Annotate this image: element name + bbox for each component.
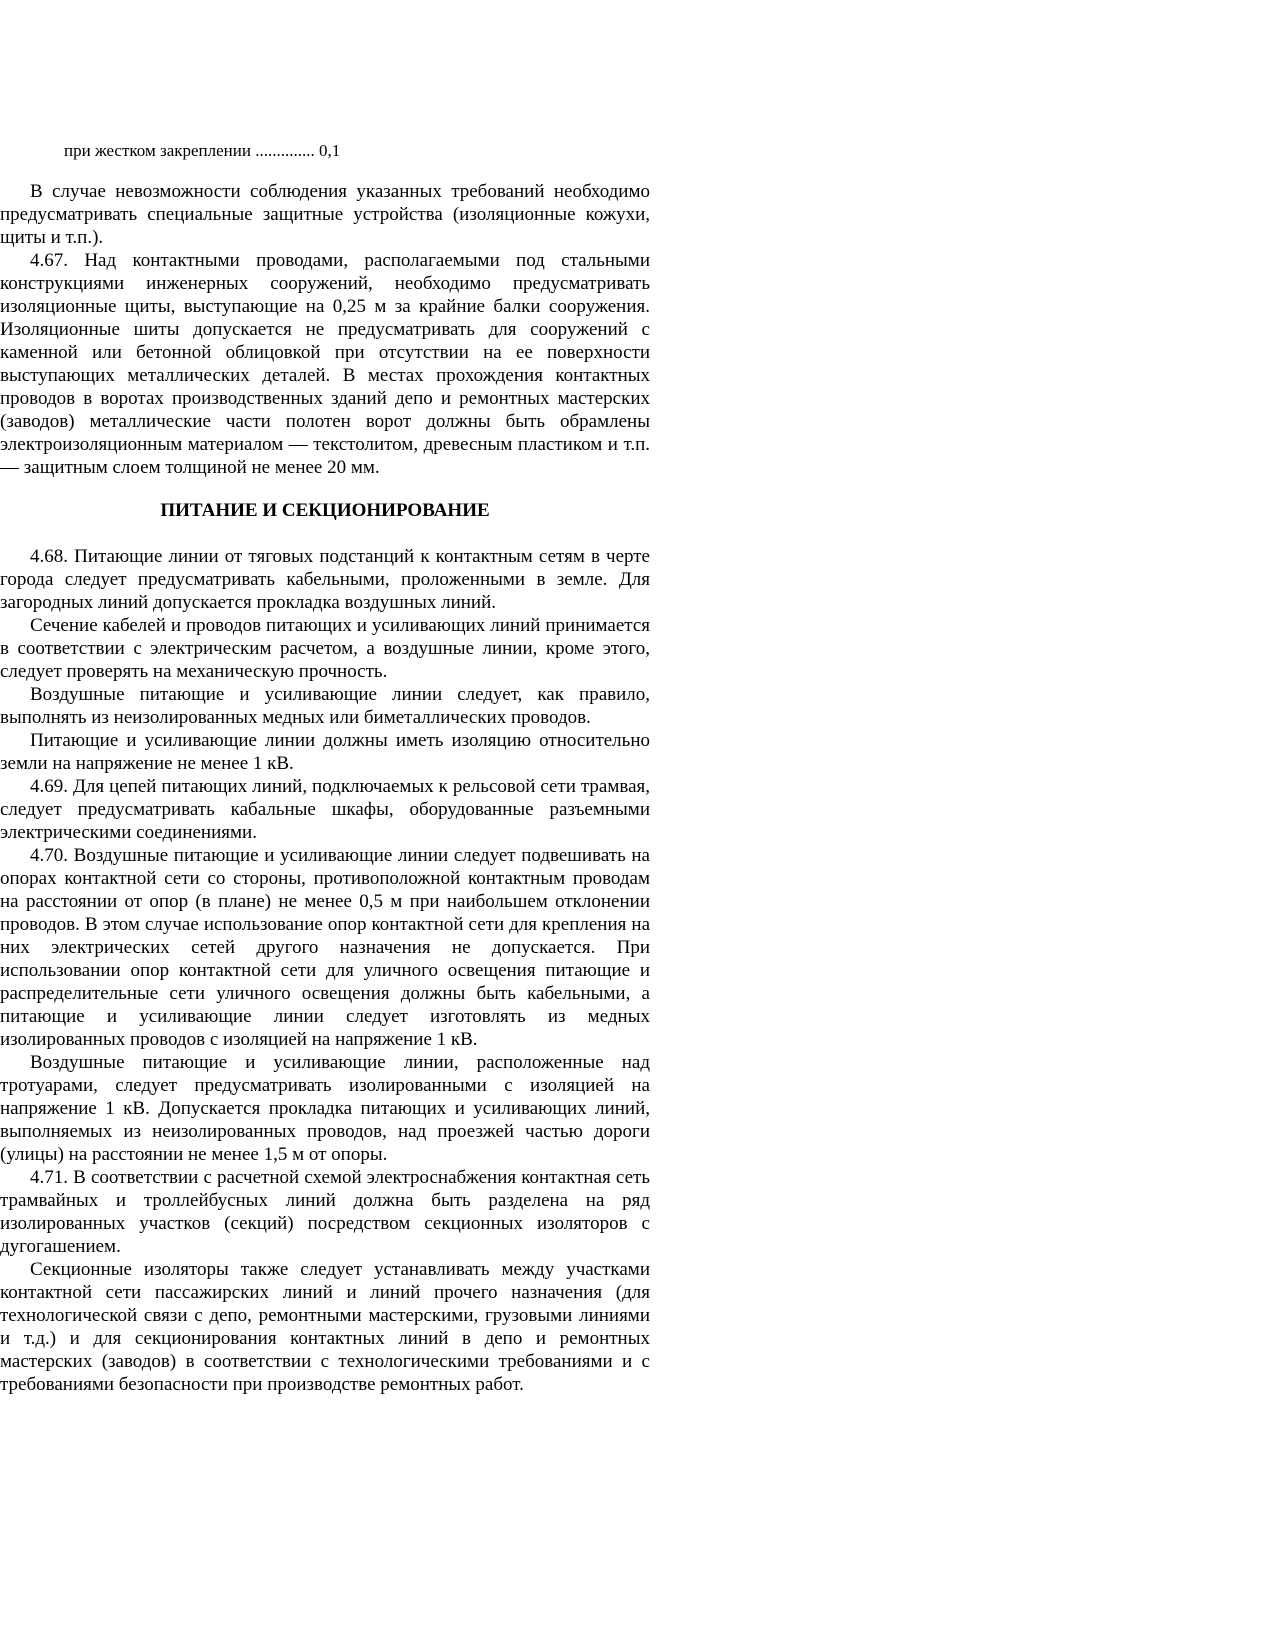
paragraph-4-71: 4.71. В соответствии с расчетной схемой электроснабжения контактная сеть трамвайных и троллейбусных линий должна быть разделена на ряд изолированных участков (секций) посредством секционных изоляторов с дугогашением.	[0, 1167, 650, 1257]
paragraph: Сечение кабелей и проводов питающих и усиливающих линий принимается в соответствии с электрическим расчетом, а воздушные линии, кроме этого, следует проверять на механическую прочность.	[0, 615, 650, 682]
paragraph: Секционные изоляторы также следует устанавливать между участками контактной сети пассажирских линий и линий прочего назначения (для технологической связи с депо, ремонтными мастерскими, грузовыми линиями и т.д.) и для секционирования контактных линий в депо и ремонтных мастерских (заводов) в соответствии с технологическими требованиями и с требованиями безопасности при производстве ремонтных работ.	[0, 1259, 650, 1395]
paragraph: В случае невозможности соблюдения указанных требований необходимо предусматривать специальные защитные устройства (изоляционные кожухи, щиты и т.п.).	[0, 181, 650, 248]
paragraph: Воздушные питающие и усиливающие линии, расположенные над тротуарами, следует предусматривать изолированными с изоляцией на напряжение 1 кВ. Допускается прокладка питающих и усиливающих линий, выполняемых из неизолированных проводов, над проезжей частью дороги (улицы) на расстоянии не менее 1,5 м от опоры.	[0, 1052, 650, 1165]
paragraph-4-70: 4.70. Воздушные питающие и усиливающие линии следует подвешивать на опорах контактной сети со стороны, противоположной контактным проводам на расстоянии от опор (в плане) не менее 0,5 м при наибольшем отклонении проводов. В этом случае использование опор контактной сети для крепления на них электрических сетей другого назначения не допускается. При использовании опор контактной сети для уличного освещения питающие и распределительные сети уличного освещения должны быть кабельными, а питающие и усиливающие линии следует изготовлять из медных изолированных проводов с изоляцией на напряжение 1 кВ.	[0, 845, 650, 1050]
spacer	[0, 162, 650, 180]
section-heading: ПИТАНИЕ И СЕКЦИОНИРОВАНИЕ	[160, 500, 490, 521]
text-column	[0, 140, 650, 1396]
paragraph: Воздушные питающие и усиливающие линии следует, как правило, выполнять из неизолированных медных или биметаллических проводов.	[0, 684, 650, 728]
paragraph-4-68: 4.68. Питающие линии от тяговых подстанций к контактным сетям в черте города следует предусматривать кабельными, проложенными в земле. Для загородных линий допускается прокладка воздушных линий.	[0, 546, 650, 613]
paragraph: Питающие и усиливающие линии должны иметь изоляцию относительно земли на напряжение не менее 1 кВ.	[0, 730, 650, 774]
top-line: при жестком закреплении .............. 0,1	[64, 141, 341, 160]
paragraph-4-67: 4.67. Над контактными проводами, располагаемыми под стальными конструкциями инженерных сооружений, необходимо предусматривать изоляционные щиты, выступающие на 0,25 м за крайние балки сооружения. Изоляционные шиты допускается не предусматривать для сооружений с каменной или бетонной облицовкой при отсутствии на ее поверхности выступающих металлических деталей. В местах прохождения контактных проводов в воротах производственных зданий депо и ремонтных мастерских (заводов) металлические части полотен ворот должны быть обрамлены электроизоляционным материалом — текстолитом, древесным пластиком и т.п. — защитным слоем толщиной не менее 20 мм.	[0, 250, 650, 478]
paragraph-4-69: 4.69. Для цепей питающих линий, подключаемых к рельсовой сети трамвая, следует предусматривать кабальные шкафы, оборудованные разъемными электрическими соединениями.	[0, 776, 650, 843]
